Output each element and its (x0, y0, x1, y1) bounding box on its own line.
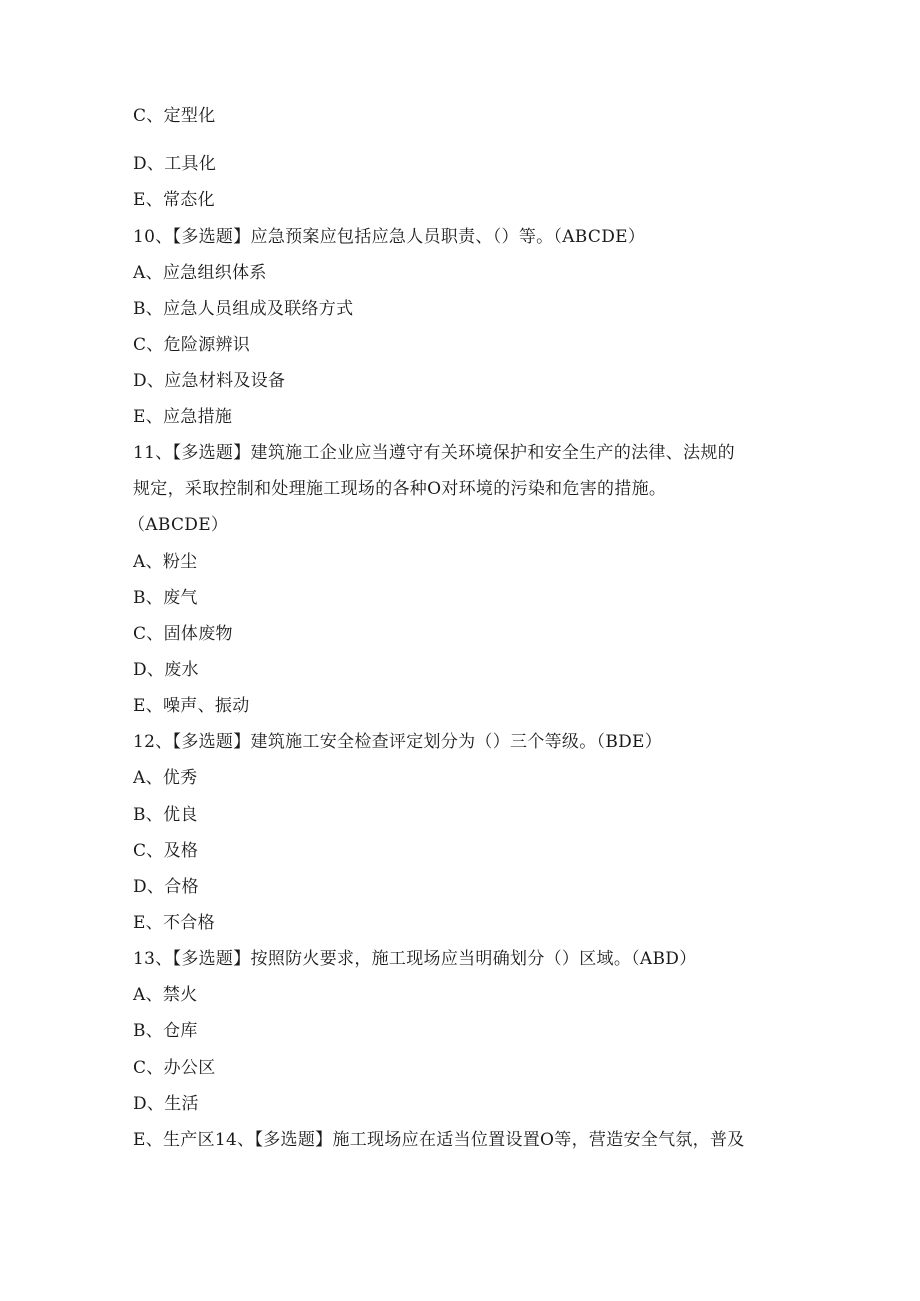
question-13: 13、【多选题】按照防火要求，施工现场应当明确划分（）区域。（ABD） (133, 949, 697, 969)
option-e-q13-and-question-14: E、生产区14、【多选题】施工现场应在适当位置设置O等，营造安全气氛，普及 (133, 1130, 745, 1150)
question-11-line-2: 规定，采取控制和处理施工现场的各种O对环境的污染和危害的措施。 (133, 479, 667, 499)
option-a-q13: A、禁火 (133, 985, 198, 1005)
option-b-q12: B、优良 (133, 805, 198, 825)
option-d-q11: D、废水 (133, 660, 199, 680)
option-d-q13: D、生活 (133, 1094, 199, 1114)
option-e-q12: E、不合格 (133, 913, 215, 933)
option-a-q10: A、应急组织体系 (133, 263, 267, 283)
question-11-answer: （ABCDE） (128, 515, 229, 535)
option-c-q10: C、危险源辨识 (133, 335, 251, 355)
option-a-q11: A、粉尘 (133, 552, 198, 572)
option-d-q12: D、合格 (133, 877, 199, 897)
option-e-q9: E、常态化 (133, 190, 215, 210)
option-a-q12: A、优秀 (133, 768, 198, 788)
question-12: 12、【多选题】建筑施工安全检查评定划分为（）三个等级。（BDE） (133, 732, 663, 752)
option-e-q11: E、噪声、振动 (133, 696, 250, 716)
option-d-q10: D、应急材料及设备 (133, 371, 286, 391)
option-b-q10: B、应急人员组成及联络方式 (133, 299, 354, 319)
question-10: 10、【多选题】应急预案应包括应急人员职责、（）等。（ABCDE） (133, 227, 646, 247)
option-c-q9: C、定型化 (133, 106, 216, 126)
option-c-q13: C、办公区 (133, 1058, 216, 1078)
question-11-line-1: 11、【多选题】建筑施工企业应当遵守有关环境保护和安全生产的法律、法规的 (133, 443, 735, 463)
option-c-q12: C、及格 (133, 841, 199, 861)
option-b-q11: B、废气 (133, 588, 198, 608)
option-d-q9: D、工具化 (133, 154, 217, 174)
option-b-q13: B、仓库 (133, 1021, 198, 1041)
option-c-q11: C、固体废物 (133, 624, 233, 644)
option-e-q10: E、应急措施 (133, 407, 233, 427)
